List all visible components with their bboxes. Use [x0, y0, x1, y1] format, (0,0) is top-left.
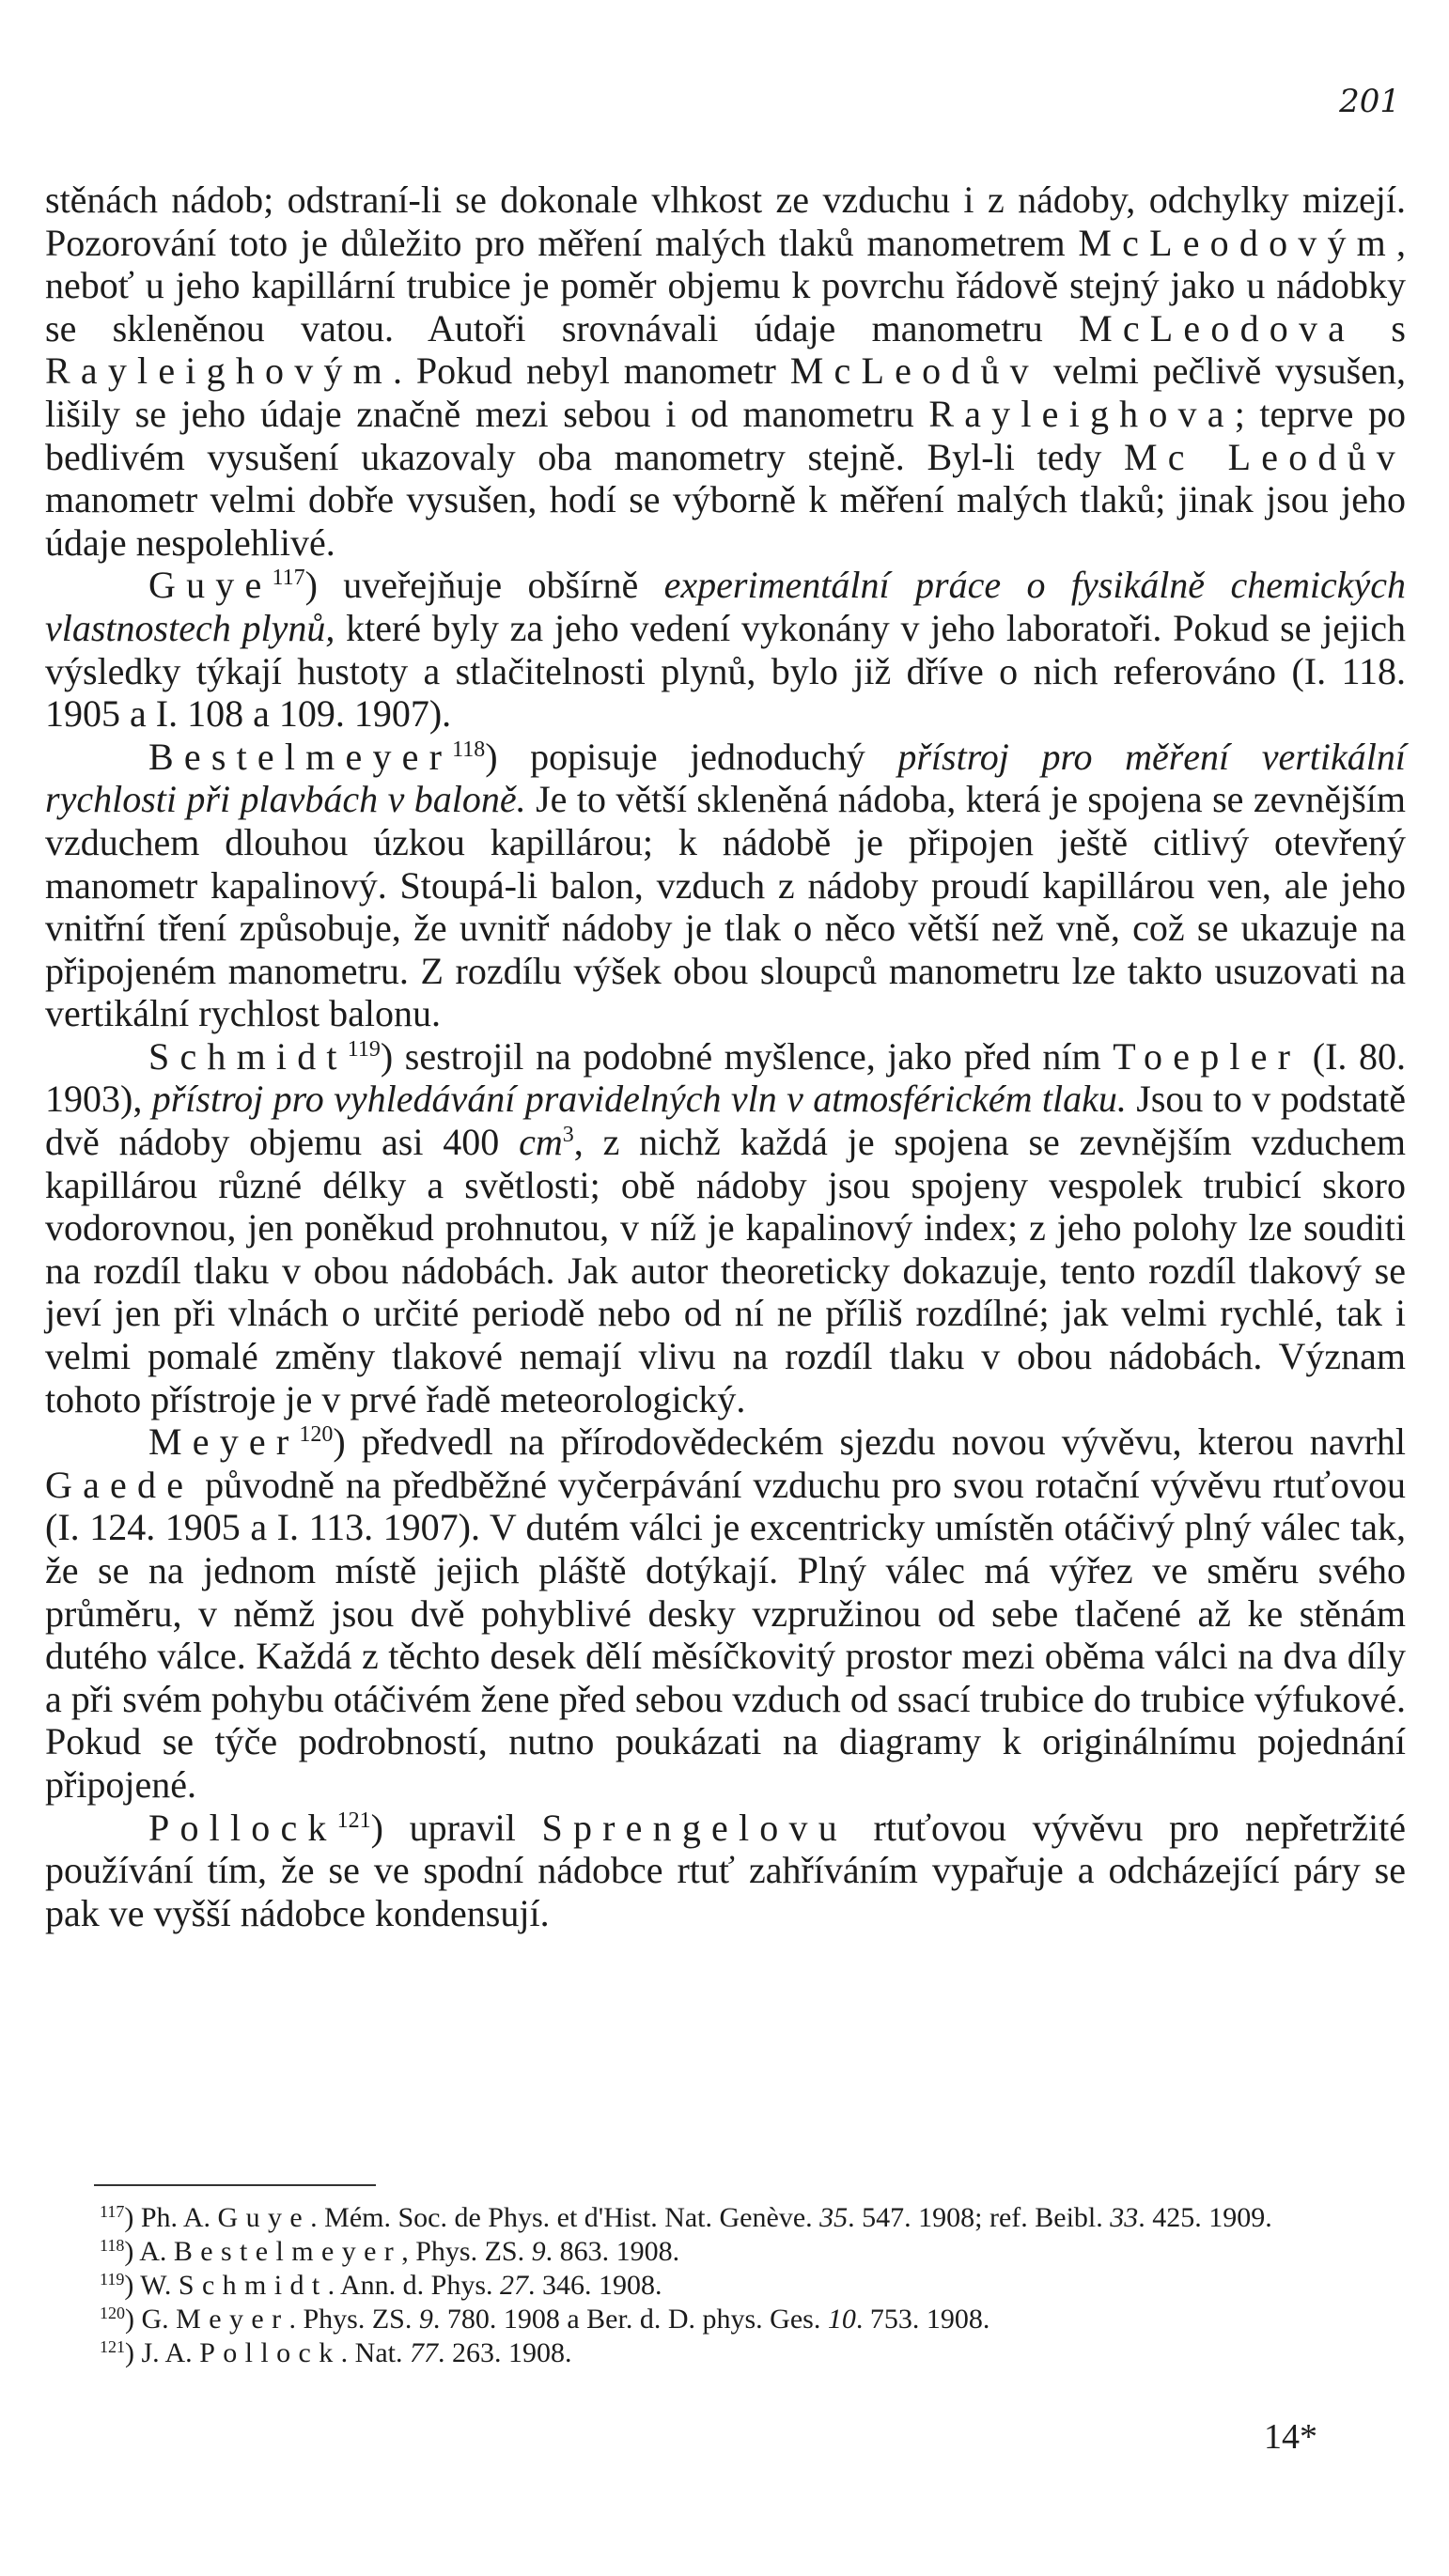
author-name: Bestelmeyer: [148, 735, 453, 778]
paragraph-bestelmeyer: Bestelmeyer$^{118}$) popisuje jednoduchý přístroj pro měření vertikální rychlosti při plavbách v baloně. Je to větší skleněná nádoba, která je spojena se zevnějším vzduchem dlouhou úzkou kapillárou; k nádobě je připojen ještě citlivý otevřený manometr kapalinový. Stoupá-li balon, vzduch z nádoby proudí kapillárou ven, ale jeho vnitřní tření způsobuje, že uvnitř nádoby je tlak o něco větší než vně, což se ukazuje na připojeném manometru. Z rozdílu výšek obou sloupců manometru lze takto usuzovati na vertikální rychlost balonu.: [45, 735, 1406, 1035]
paragraph-meyer: Meyer$^{120}$) předvedl na přírodovědeckém sjezdu novou vývěvu, kterou navrhl Gaede původně na předběžné vyčerpávání vzduchu pro svou rotační vývěvu rtuťovou (I. 124. 1905 a I. 113. 1907). V dutém válci je excentricky umístěn otáčivý plný válec tak, že se na jednom místě jejich pláště dotýkají. Plný válec má výřez ve směru svého průměru, v němž jsou dvě pohyblivé desky vzpružinou od sebe tlačené až ke stěnám dutého válce. Každá z těchto desek dělí měsíčkovitý prostor mezi oběma válci na dva díly a při svém pohybu otáčivém žene před sebou vzduch od ssací trubice do trubice výfukové. Pokud se týče podrobností, nutno poukázati na diagramy k originálnímu pojednání připojené.: [45, 1420, 1406, 1806]
unit-exponent: 3: [562, 1123, 574, 1148]
footnote-ref: 119: [347, 1036, 381, 1062]
footnote-120: $^{120}$) G. Meyer. Phys. ZS. 9. 780. 1908 a Ber. d. D. phys. Ges. 10. 753. 1908.: [100, 2304, 990, 2335]
spaced-name: Mc Leodův: [1124, 435, 1406, 478]
author-name: Schmidt: [148, 1034, 348, 1078]
paragraph-pollock: Pollock$^{121}$) upravil Sprengelovu rtuťovou vývěvu pro nepřetržité používání tím, že se ve spodní nádobce rtuť zahříváním vypařuje a odcházející páry se pak ve vyšší nádobce kondensují.: [45, 1806, 1406, 1934]
paragraph-guye: Guye$^{117}$) uveřejňuje obšírně experimentální práce o fysikálně chemických vlastnostech plynů, které byly za jeho vedení vykonány v jeho laboratoři. Pokud se jejich výsledky týkají hustoty a stlačitelnosti plynů, bylo již dříve o nich referováno (I. 118. 1905 a I. 108 a 109. 1907).: [45, 564, 1406, 736]
spaced-name: Rayleighovým: [45, 349, 393, 393]
footnote-divider: [94, 2184, 376, 2186]
main-text: [45, 178, 1406, 1934]
spaced-name: McLeodova: [1079, 306, 1356, 349]
spaced-name: McLeodovým: [1078, 221, 1396, 264]
spaced-name: McLeodův: [789, 349, 1039, 393]
author-name: Pollock: [148, 1806, 337, 1849]
footnote-ref: 120: [299, 1422, 334, 1448]
page-number: 201: [1339, 83, 1400, 120]
spaced-name: Sprengelovu: [541, 1806, 848, 1849]
paragraph-schmidt: Schmidt$^{119}$) sestrojil na podobné myšlence, jako před ním Toepler (I. 80. 1903), přístroj pro vyhledávání pravidelných vln v atmosférickém tlaku. Jsou to v podstatě dvě nádoby objemu asi 400 $cm^3$, z nichž každá je spojena se zevnějším vzduchem kapillárou různé délky a světlosti; obě nádoby jsou spojeny vespolek trubicí skoro vodorovnou, jen poněkud prohnutou, v níž je kapalinový index; z jeho polohy lze souditi na rozdíl tlaku v obou nádobách. Jak autor theoreticky dokazuje, tento rozdíl tlakový se jeví jen při vlnách o určité periodě nebo od ní ne příliš rozdílné; jak velmi rychlé, tak i velmi pomalé změny tlakové nemají vlivu na rozdíl tlaku v obou nádobách. Význam tohoto přístroje je v prvé řadě meteorologický.: [45, 1034, 1407, 1420]
spaced-name: Toepler: [1113, 1034, 1301, 1078]
author-name: Meyer: [148, 1420, 300, 1464]
footnote-ref: 121: [336, 1808, 371, 1833]
italic-title: přístroj pro vyhledávání pravidelných vln v atmosférickém tlaku.: [151, 1078, 1127, 1121]
footnote-ref: 117: [272, 566, 305, 591]
signature-mark: 14*: [1264, 2417, 1317, 2457]
author-name: Guye: [148, 564, 273, 607]
paragraph-1: stěnách nádob; odstraní-li se dokonale vlhkost ze vzduchu i z nádoby, odchylky mizejí. Pozorování toto je důležito pro měření malých tlaků manometrem McLeodovým, neboť u jeho kapillární trubice je poměr objemu k povrchu řádově stejný jako u nádobky se skleněnou vatou. Autoři srovnávali údaje manometru McLeodova s Rayleighovým. Pokud nebyl manometr McLeodův velmi pečlivě vysušen, lišily se jeho údaje značně mezi sebou i od manometru Rayleighova; teprve po bedlivém vysušení ukazovaly oba manometry stejně. Byl-li tedy Mc Leodův manometr velmi dobře vysušen, hodí se výborně k měření malých tlaků; jinak jsou jeho údaje nespolehlivé.: [45, 178, 1407, 564]
spaced-name: Gaede: [45, 1463, 195, 1506]
italic-title: experimentální práce o fysikálně chemických vlastnostech plynů,: [45, 564, 1406, 649]
footnote-119: $^{119}$) W. Schmidt. Ann. d. Phys. 27. 346. 1908.: [100, 2270, 662, 2301]
spaced-name: Rayleighova: [928, 392, 1235, 435]
unit: cm: [519, 1121, 563, 1164]
footnote-117: $^{117}$) Ph. A. Guye. Mém. Soc. de Phys. et d'Hist. Nat. Genève. 35. 547. 1908; ref. Beibl. 33. 425. 1909.: [100, 2202, 1272, 2233]
footnote-121: $^{121}$) J. A. Pollock. Nat. 77. 263. 1908.: [100, 2337, 572, 2368]
footnote-118: $^{118}$) A. Bestelmeyer, Phys. ZS. 9. 863. 1908.: [100, 2236, 680, 2267]
footnotes: [45, 2201, 1406, 2370]
italic-title: přístroj pro měření vertikální rychlosti při plavbách v baloně.: [45, 735, 1406, 821]
footnote-ref: 118: [452, 737, 486, 762]
